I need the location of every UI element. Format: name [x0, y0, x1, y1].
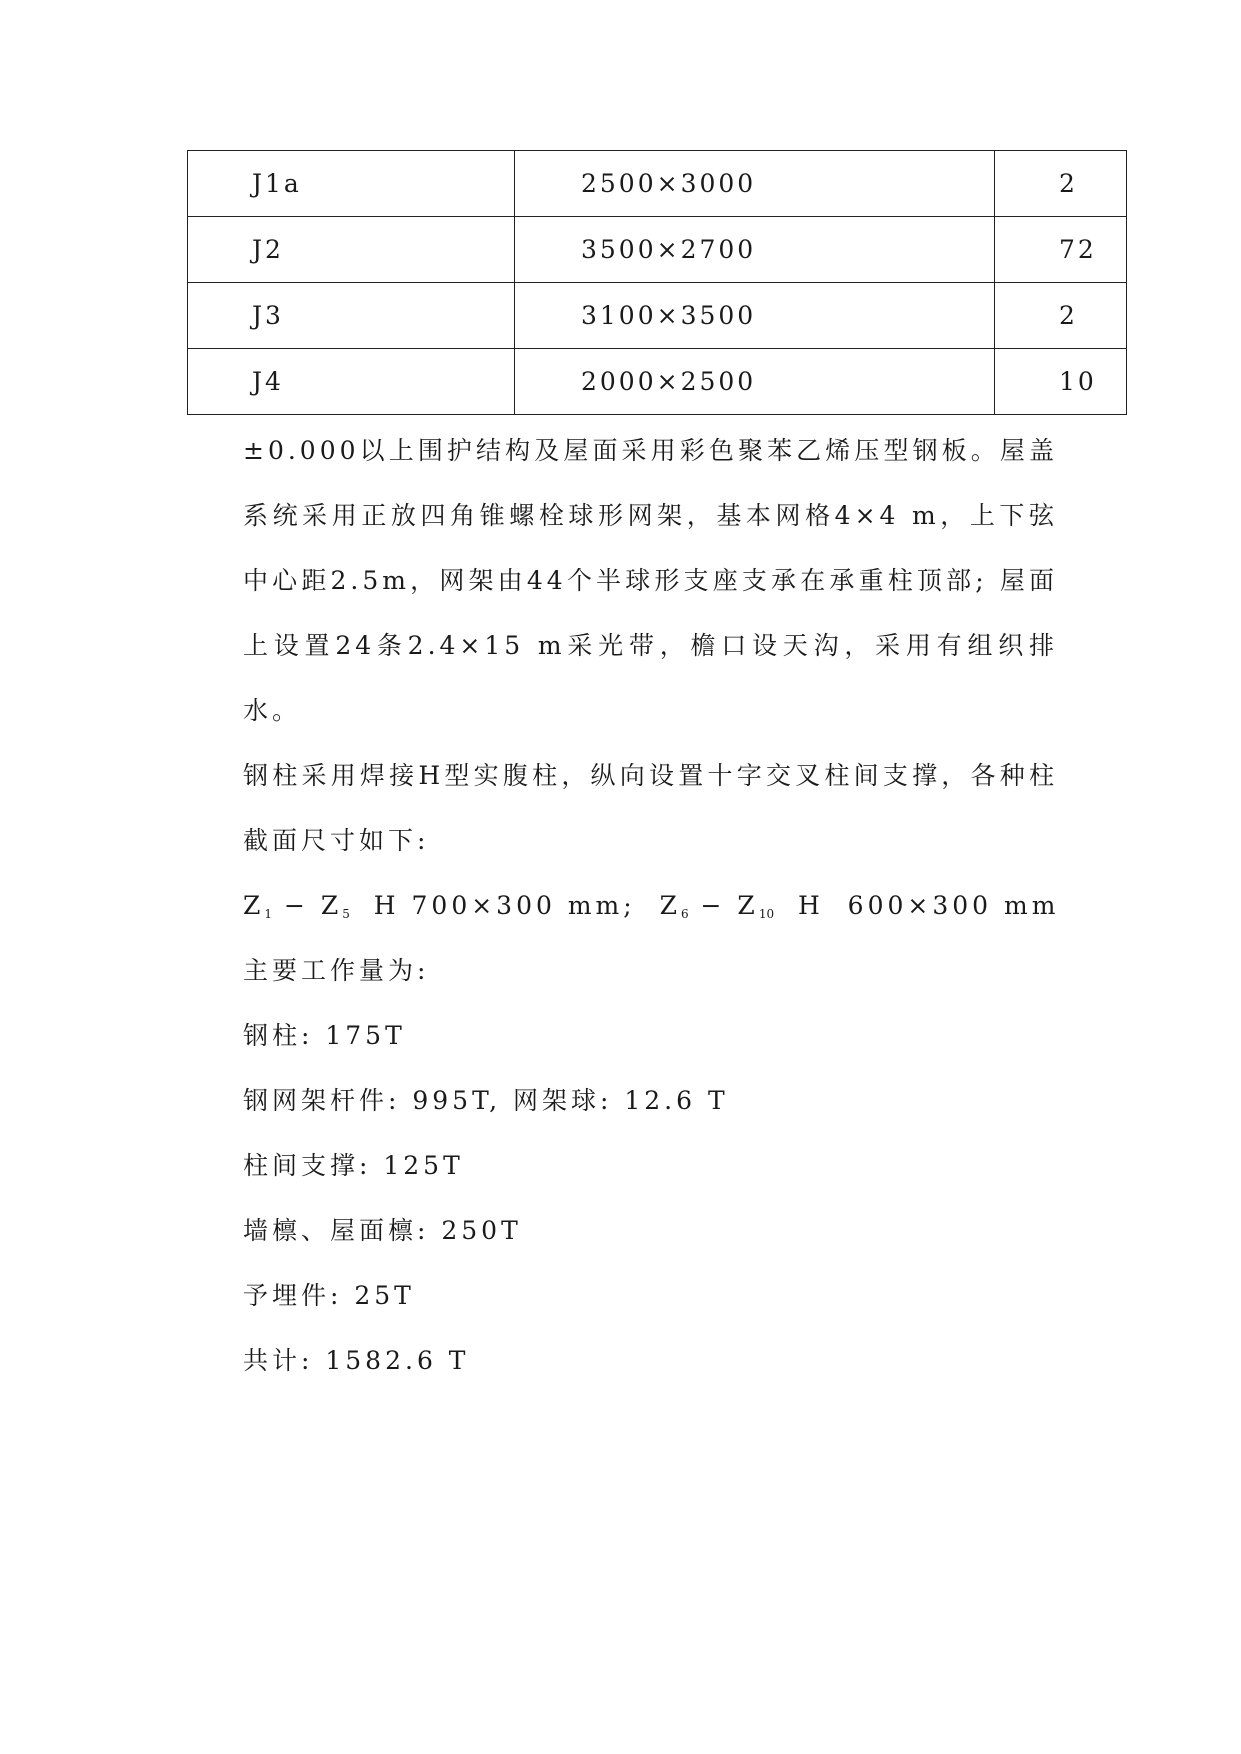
table-cell-count: 2 — [995, 283, 1127, 349]
column-paragraph: 钢柱采用焊接H型实腹柱，纵向设置十字交叉柱间支撑，各种柱截面尺寸如下: — [243, 761, 1058, 855]
workload-item: 予埋件: 25T — [243, 1281, 415, 1310]
table-row — [188, 283, 1127, 349]
spec-size-a: H 700×300 mm; Z — [349, 891, 681, 920]
table-cell-size: 3500×2700 — [515, 217, 995, 283]
table-cell-code: J3 — [188, 283, 515, 349]
workload-item: 钢网架杆件: 995T, 网架球: 12.6 T — [243, 1086, 729, 1115]
spec-z-label: Z — [243, 891, 265, 920]
spec-subscript: 6 — [680, 907, 689, 921]
workload-item: 墙檩、屋面檩: 250T — [243, 1216, 522, 1245]
table-row — [188, 349, 1127, 415]
table-cell-size: 2000×2500 — [515, 349, 995, 415]
table-cell-code: J1a — [188, 151, 515, 217]
table-cell-size: 3100×3500 — [515, 283, 995, 349]
table-cell-count: 72 — [995, 217, 1127, 283]
spec-subscript: 10 — [758, 907, 775, 921]
spec-size-b: H 600×300 mm — [774, 891, 1060, 920]
spec-subscript: 5 — [342, 907, 350, 921]
table-cell-code: J4 — [188, 349, 515, 415]
table-cell-count: 2 — [995, 151, 1127, 217]
workload-item: 钢柱: 175T — [243, 1021, 406, 1050]
body-text — [243, 418, 1058, 1393]
workload-total: 共计: 1582.6 T — [243, 1346, 470, 1375]
workload-title: 主要工作量为: — [243, 956, 430, 985]
roof-system-paragraph: ±0.000以上围护结构及屋面采用彩色聚苯乙烯压型钢板。屋盖系统采用正放四角锥螺栓球形网架，基本网格4×4 m，上下弦中心距2.5m，网架由44个半球形支座支承在承重柱顶部; 屋面上设置24条2.4×15 m采光带，檐口设天沟，采用有组织排水。 — [243, 436, 1058, 725]
table-cell-size: 2500×3000 — [515, 151, 995, 217]
spec-subscript: 1 — [264, 907, 273, 921]
spec-dash: − Z — [272, 891, 343, 920]
foundation-table — [187, 150, 1127, 415]
table-row — [188, 217, 1127, 283]
table-row — [188, 151, 1127, 217]
table-cell-code: J2 — [188, 217, 515, 283]
spec-dash: − Z — [688, 891, 759, 920]
workload-item: 柱间支撑: 125T — [243, 1151, 464, 1180]
column-section-spec — [243, 873, 1058, 938]
table-cell-count: 10 — [995, 349, 1127, 415]
